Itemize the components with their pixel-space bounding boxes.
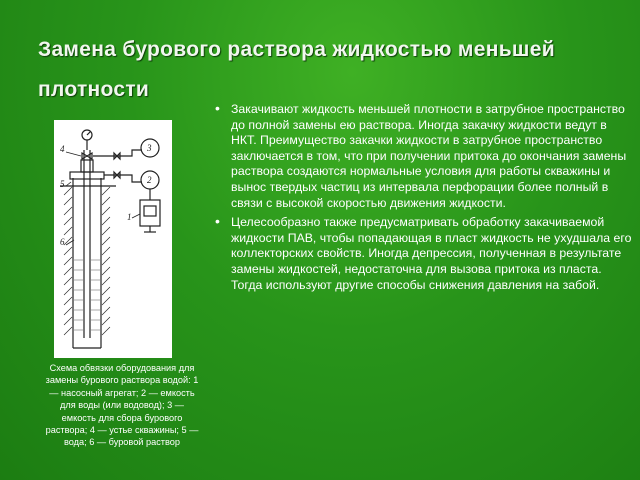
figure-label-6: 6 [60,237,65,247]
bullet-marker: • [215,213,220,230]
bullet-item [214,215,634,293]
figure-label-2: 2 [147,175,152,185]
slide-title: Замена бурового раствора жидкостью меньшей плотности [38,38,555,101]
wellhead-valve [81,160,93,172]
bullet-list [214,102,634,297]
bullet-marker: • [215,100,220,116]
wellhead [70,172,104,179]
injection-line [104,175,142,182]
drilling-fluid [74,260,100,330]
figure-label-5: 5 [60,179,65,189]
figure-label-4: 4 [60,144,65,154]
tubing [84,150,90,338]
figure-label-3: 3 [147,143,152,153]
soil-hatching [64,187,110,335]
figure-label-1: 1 [127,212,132,222]
figure-caption: Схема обвязки оборудования для замены бурового раствора водой: 1 — насосный агрегат; 2 — емкость для воды (или водовод); 3 — емкость для сбора бурового раствора; 4 — устье скважины; 5 — вода; 6 — буровой раствор [45,363,199,448]
bullet-item [214,102,634,211]
bullet-text: Закачивают жидкость меньшей плотности в затрубное пространство до полной замены ею раствора. Иногда закачку жидкости ведут в НКТ. Преимущество закачки жидкости в затрубное пространство заключается в том, что при получении притока до окончания замены раствора создаются нормальные условия для работы скважины и вынос твердых частиц из интервала перфорации более полный в связи с высокой скоростью движения жидкости. [231,102,627,210]
well-casing [73,178,101,348]
well-scheme-diagram [54,120,172,358]
well-scheme-figure [54,120,172,358]
bullet-text: Целесообразно также предусматривать обработку закачиваемой жидкости ПАВ, чтобы попадающая в пласт жидкость не ухудшала его коллекторских свойств. Иногда депрессия, полученная в результате замены жидкостей, недостаточна для вызова притока из пласта. Тогда используют другие способы снижения давления на забой. [231,215,632,292]
pump-unit [140,200,160,232]
